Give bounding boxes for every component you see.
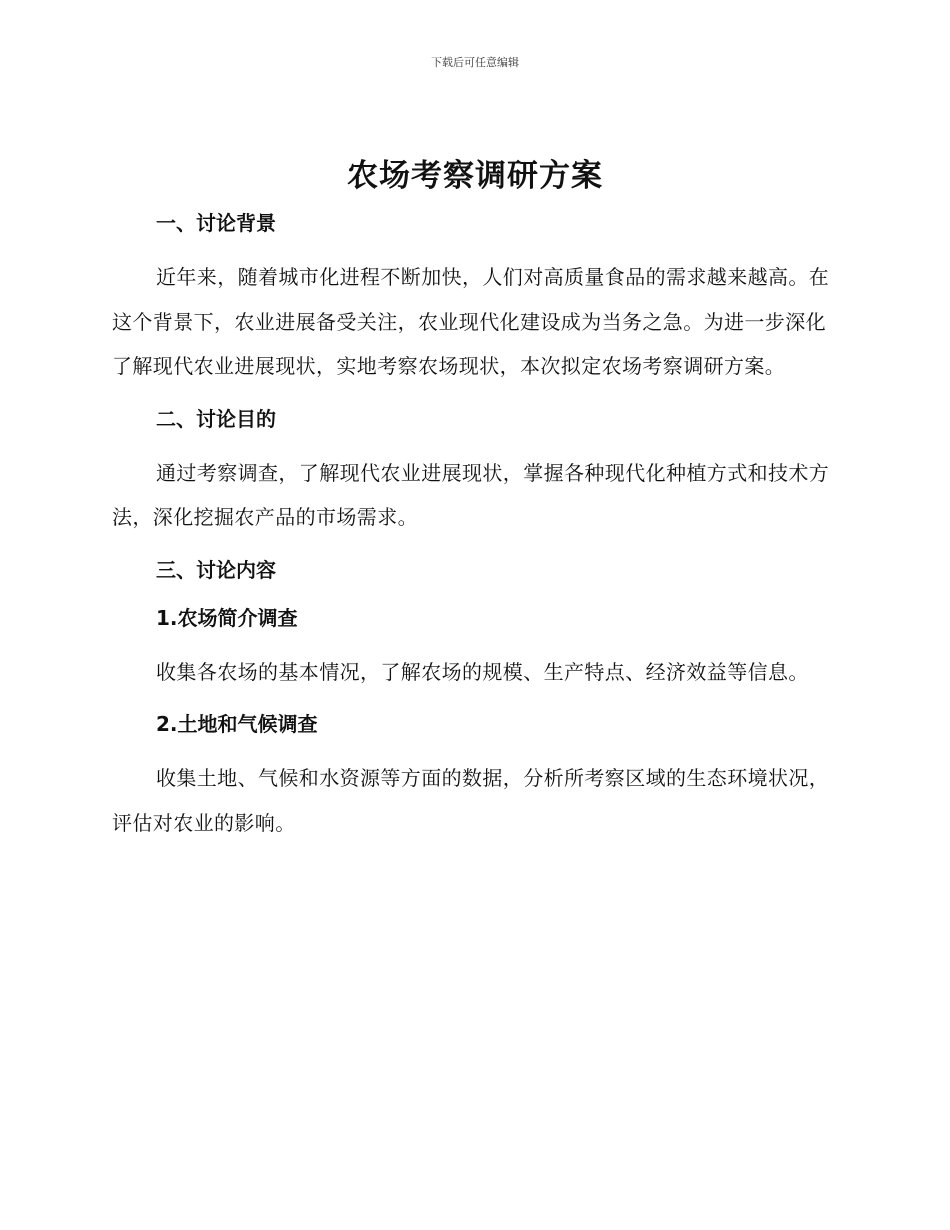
section-heading-background: 一、讨论背景 — [156, 211, 276, 235]
subsection-heading-land-climate: 2.土地和气候调查 — [156, 712, 318, 736]
document-title: 农场考察调研方案 — [347, 158, 603, 194]
subsection-heading-farm-intro: 1.农场简介调查 — [156, 605, 298, 630]
section-text-background: 近年来，随着城市化进程不断加快，人们对高质量食品的需求越来越高。在这个背景下，农业进展备受关注，农业现代化建设成为当务之急。为进一步深化了解现代农业进展现状，实地考察农场现状，本次拟定农场考察调研方案。 — [112, 265, 830, 378]
section-heading-purpose: 二、讨论目的 — [156, 406, 276, 431]
header-note: 下载后可任意编辑 — [431, 56, 519, 69]
section-text-purpose: 通过考察调查，了解现代农业进展现状，掌握各种现代化种植方式和技术方法，深化挖掘农产品的市场需求。 — [112, 460, 830, 529]
document-body — [112, 205, 832, 845]
subsection-text-farm-intro: 收集各农场的基本情况，了解农场的规模、生产特点、经济效益等信息。 — [156, 659, 809, 684]
section-heading-content: 三、讨论内容 — [156, 557, 276, 582]
subsection-text-land-climate: 收集土地、气候和水资源等方面的数据，分析所考察区域的生态环境状况，评估对农业的影响。 — [112, 766, 830, 835]
